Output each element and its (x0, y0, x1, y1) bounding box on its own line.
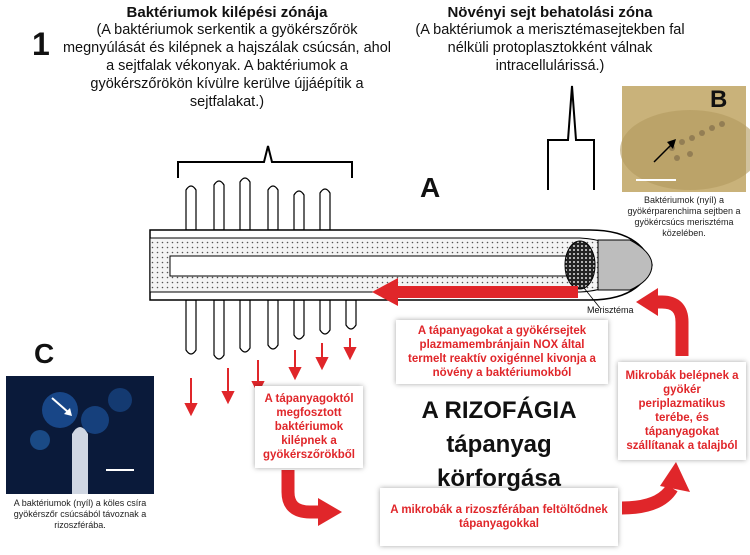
panel-number-1: 1 (32, 26, 50, 62)
flow-arrow-to-soil-entry (622, 488, 672, 508)
cycle-title-line-2: tápanyag (446, 431, 552, 458)
meristem-label: Merisztéma (587, 305, 634, 315)
exit-zone-title: Baktériumok kilépési zónája (126, 4, 328, 21)
panel-label-a: A (420, 172, 441, 203)
rhizophagy-cycle-title (380, 394, 618, 496)
penetration-zone-title: Növényi sejt behatolási zóna (447, 4, 653, 21)
meristem (565, 241, 595, 289)
flow-arrow-to-rhizosphere (288, 470, 322, 512)
penetration-zone-bracket (548, 86, 594, 190)
root-hairs-top (186, 178, 330, 230)
cycle-title-line-1: A RIZOFÁGIA (421, 397, 577, 424)
bacteria-exit-box: A tápanyagoktól megfosztott baktériumok kilépnek a gyökérszőrökből (255, 386, 363, 468)
penetration-zone-description: (A baktériumok a merisztémasejtekben fal nélküli protoplasztokként válnak intracellulárissá.) (415, 22, 685, 74)
caption-b: Baktériumok (nyíl) a gyökérparenchima sejtben a gyökércsúcs merisztéma közelében. (627, 195, 741, 238)
root-cap (598, 240, 652, 290)
panel-label-b: B (710, 86, 728, 113)
panel-label-c: C (34, 338, 55, 369)
exit-zone-bracket (178, 146, 352, 178)
caption-c: A baktériumok (nyíl) a köles csíra gyökérszőr csúcsából távoznak a rizoszférába. (13, 498, 147, 530)
exit-zone-description: (A baktériumok serkentik a gyökérszőrök megnyúlását és kilépnek a hajszálak csúcsán, ahol a sejtfalak vékonyak. A baktériumok a gyökérszőrökön kívülre kerülve újjáépítik a sejtfalakat.) (62, 22, 392, 110)
rhizosphere-recharge-box: A mikrobák a rizoszférában feltöltődnek tápanyagokkal (380, 488, 618, 546)
vascular-cylinder (170, 256, 580, 276)
cycle-title-line-3: körforgása (436, 465, 562, 492)
flow-arrow-to-root (654, 302, 682, 356)
microbe-entry-box: Mikrobák belépnek a gyökér periplazmatikus terébe, és tápanyagokat szállítanak a talajból (618, 362, 746, 460)
root-hairs-bottom (186, 300, 356, 359)
nox-extraction-box: A tápanyagokat a gyökérsejtek plazmamembránjain NOX által termelt reaktív oxigénnel kivonja a növény a baktériumokból (396, 320, 608, 384)
